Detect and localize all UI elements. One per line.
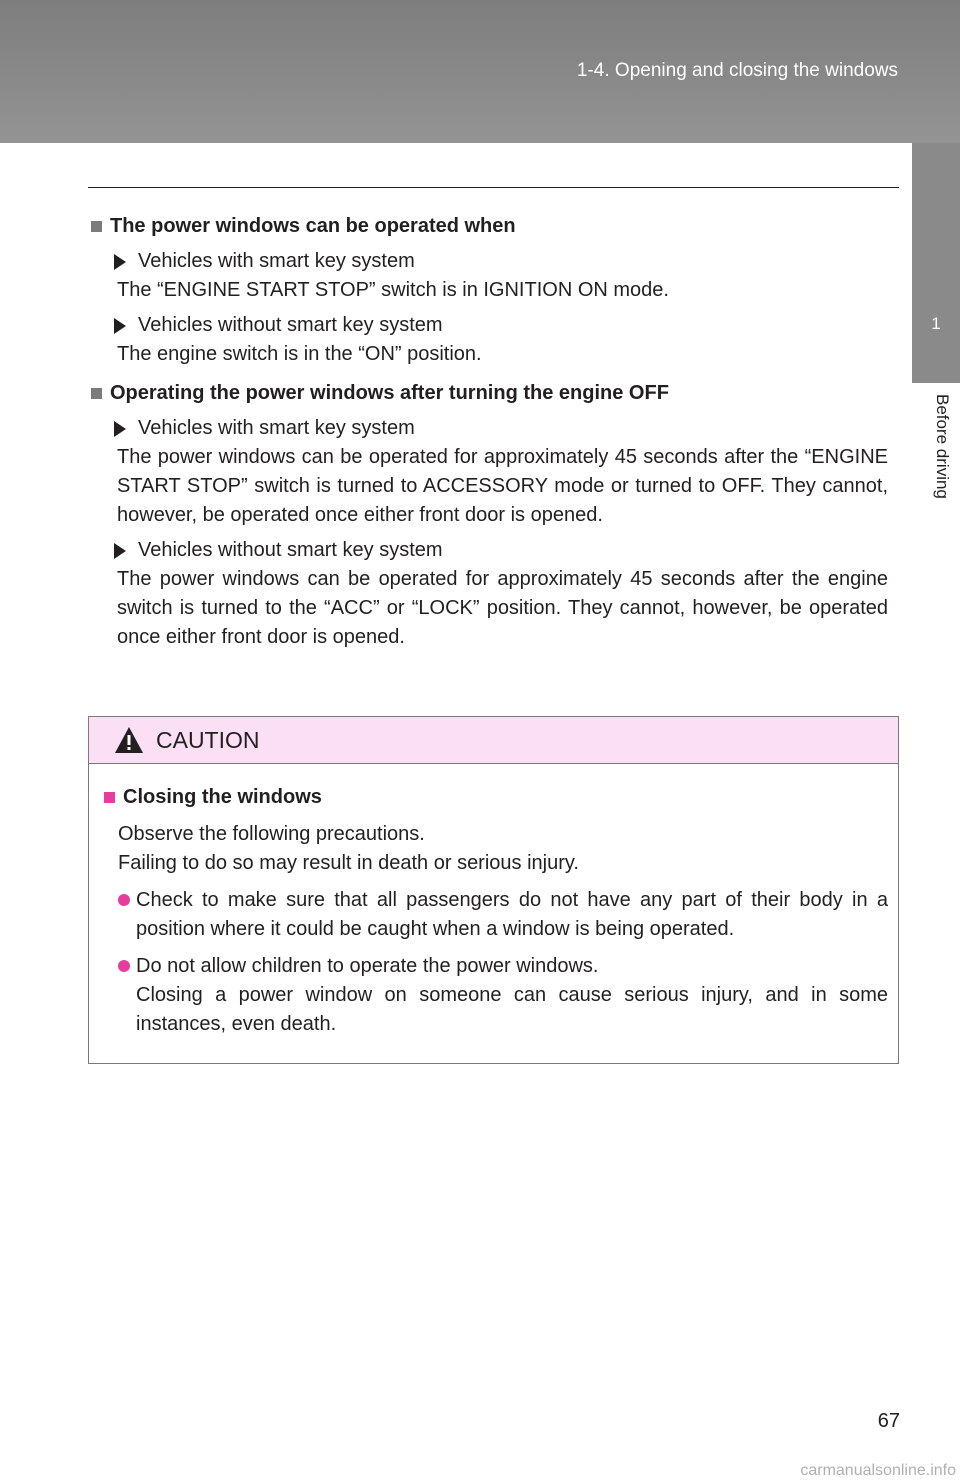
paragraph: The power windows can be operated for approximately 45 seconds after the “ENGINE START STOP” switch is turned to ACCESSORY mode or turned to OFF. They cannot, however, be operated once either front door is opened. [117, 446, 888, 526]
caution-heading: Closing the windows [101, 783, 888, 812]
vehicle-variant: Vehicles without smart key system [88, 311, 888, 340]
main-content [88, 212, 888, 652]
section-title: 1-4. Opening and closing the windows [576, 60, 898, 81]
paragraph: The power windows can be operated for approximately 45 seconds after the engine switch is turned to the “ACC” or “LOCK” position. They cannot, however, be operated once either front door is opened. [117, 568, 888, 648]
triangle-arrow-icon [114, 543, 126, 559]
chapter-number: 1 [931, 314, 941, 333]
paragraph: The “ENGINE START STOP” switch is in IGNITION ON mode. [117, 279, 669, 301]
caution-intro: Observe the following precautions. Failing to do so may result in death or serious injury. [118, 823, 579, 874]
page-number: 67 [877, 1410, 900, 1432]
triangle-arrow-icon [114, 421, 126, 437]
caution-bullet: Do not allow children to operate the power windows. Closing a power window on someone can cause serious injury, and in some instances, even death. [101, 952, 888, 1039]
caution-header [89, 717, 898, 764]
caution-bullet: Check to make sure that all passengers do not have any part of their body in a position where it could be caught when a window is being operated. [101, 886, 888, 944]
section-heading: Operating the power windows after turning the engine OFF [88, 379, 888, 408]
vehicle-variant: Vehicles without smart key system [88, 536, 888, 565]
divider [88, 187, 899, 188]
caution-body [89, 764, 898, 1039]
caution-label: CAUTION [156, 726, 260, 753]
caution-box [88, 716, 899, 1064]
section-heading: The power windows can be operated when [88, 212, 888, 241]
side-tab [912, 143, 960, 383]
warning-triangle-icon [114, 725, 144, 755]
triangle-arrow-icon [114, 318, 126, 334]
watermark: carmanualsonline.info [800, 1462, 956, 1479]
vehicle-variant: Vehicles with smart key system [88, 414, 888, 443]
vehicle-variant: Vehicles with smart key system [88, 247, 888, 276]
circle-bullet-icon [118, 894, 130, 906]
square-bullet-icon [104, 792, 115, 803]
square-bullet-icon [91, 388, 102, 399]
square-bullet-icon [91, 221, 102, 232]
circle-bullet-icon [118, 960, 130, 972]
chapter-label: Before driving [933, 394, 952, 499]
paragraph: The engine switch is in the “ON” position. [117, 343, 482, 365]
triangle-arrow-icon [114, 254, 126, 270]
